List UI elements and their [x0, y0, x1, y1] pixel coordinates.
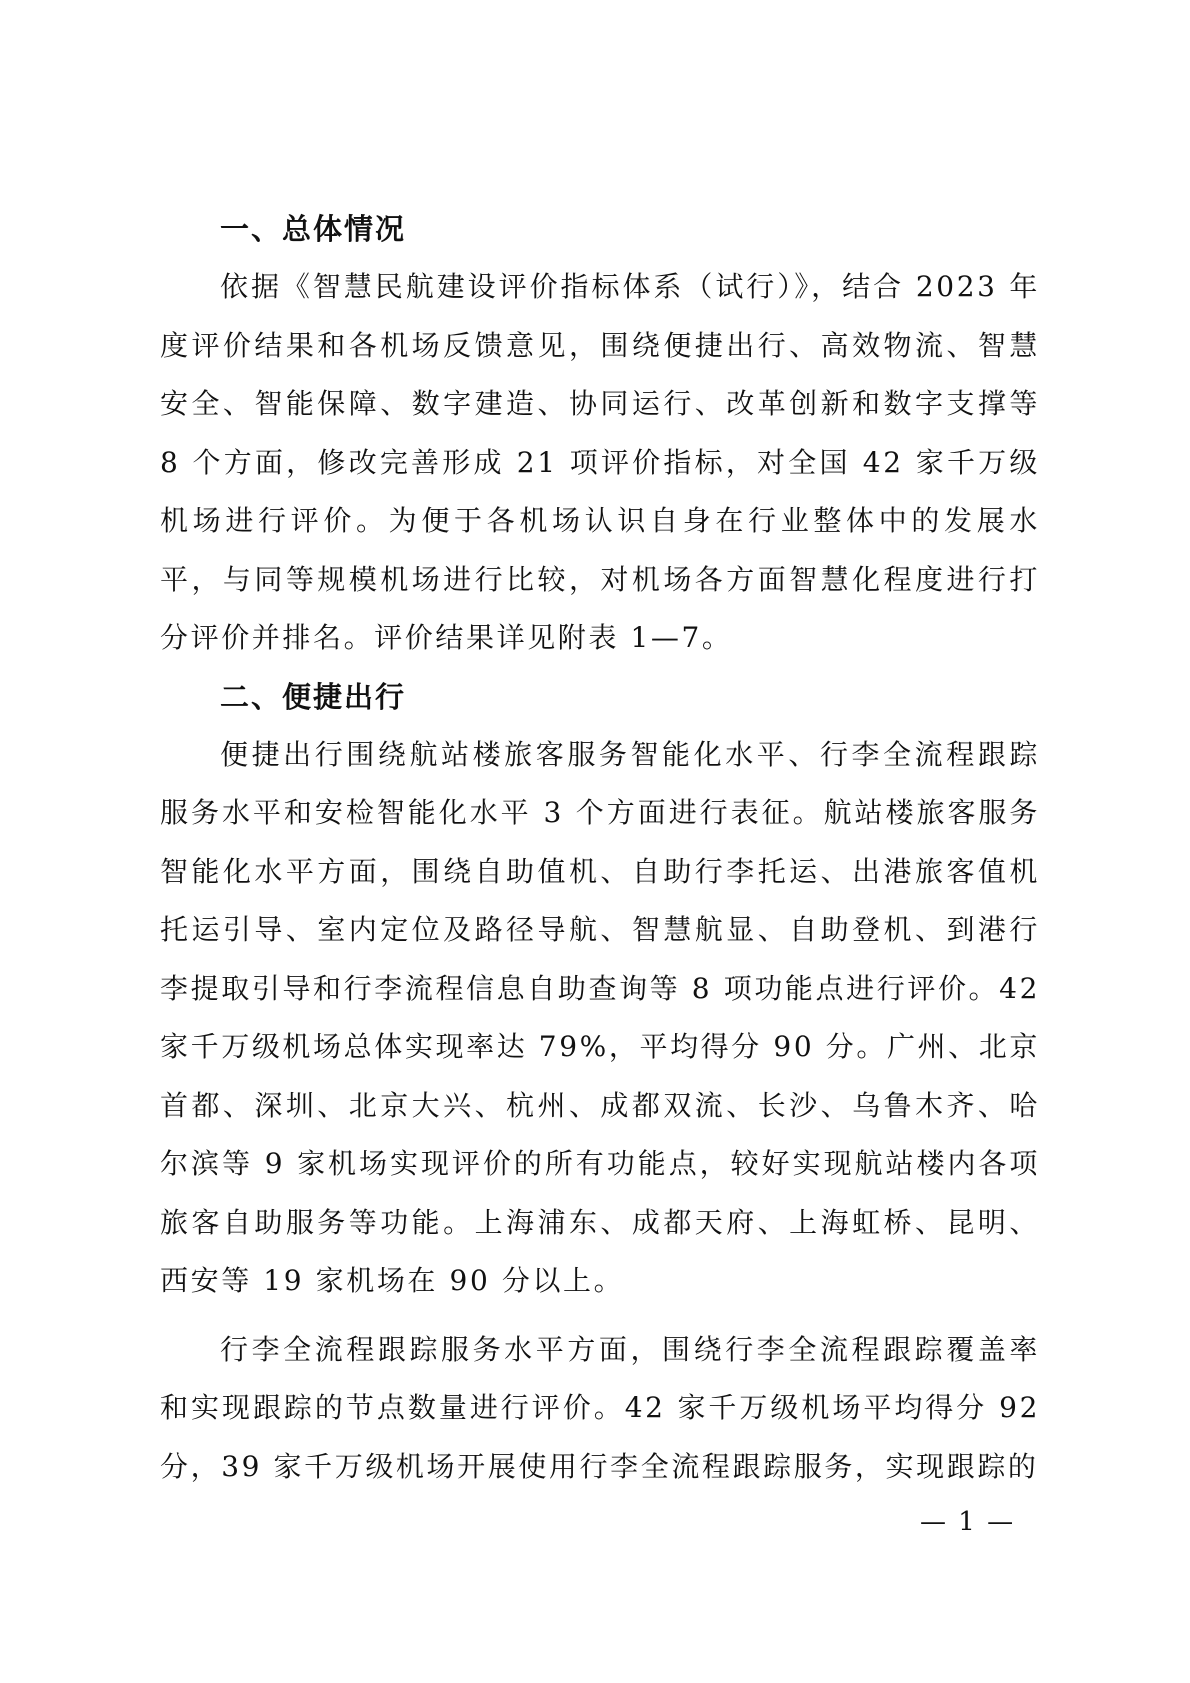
convenient-travel-paragraph-1: 便捷出行围绕航站楼旅客服务智能化水平、行李全流程跟踪服务水平和安检智能化水平 3 个方面进行表征。航站楼旅客服务智能化水平方面，围绕自助值机、自助行李托运、出港旅客值机托运引导、室内定位及路径导航、智慧航显、自助登机、到港行李提取引导和行李流程信息自助查询等 8 项功能点进行评价。42 家千万级机场总体实现率达 79%，平均得分 90 分。广州、北京首都、深圳、北京大兴、杭州、成都双流、长沙、乌鲁木齐、哈尔滨等 9 家机场实现评价的所有功能点，较好实现航站楼内各项旅客自助服务等功能。上海浦东、成都天府、上海虹桥、昆明、西安等 19 家机场在 90 分以上。 — [160, 737, 1040, 1297]
overview-paragraph: 依据《智慧民航建设评价指标体系（试行）》，结合 2023 年度评价结果和各机场反馈意见，围绕便捷出行、高效物流、智慧安全、智能保障、数字建造、协同运行、改革创新和数字支撑等 8 个方面，修改完善形成 21 项评价指标，对全国 42 家千万级机场进行评价。为便于各机场认识自身在行业整体中的发展水平，与同等规模机场进行比较，对机场各方面智慧化程度进行打分评价并排名。评价结果详见附表 1—7。 — [160, 270, 1040, 654]
convenient-travel-paragraph-2: 行李全流程跟踪服务水平方面，围绕行李全流程跟踪覆盖率和实现跟踪的节点数量进行评价。42 家千万级机场平均得分 92 分，39 家千万级机场开展使用行李全流程跟踪服务，实现跟踪的 — [160, 1332, 1040, 1483]
page-number: — 1 — — [920, 1507, 1016, 1537]
document-body — [160, 200, 1040, 1496]
section-heading-convenient-travel: 二、便捷出行 — [220, 679, 407, 714]
section-heading-overview: 一、总体情况 — [220, 212, 407, 246]
